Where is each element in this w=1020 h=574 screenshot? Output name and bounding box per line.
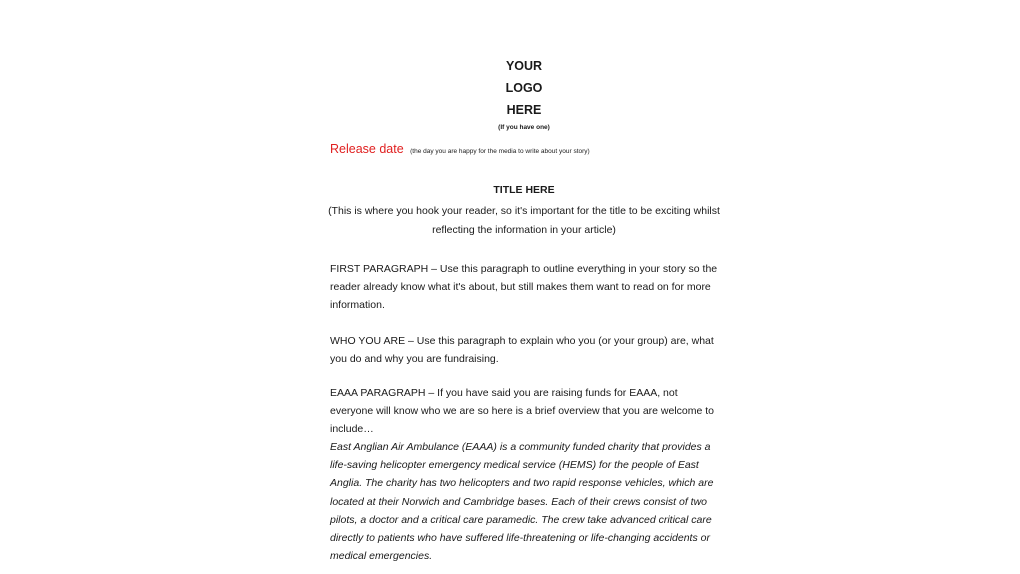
eaaa-boilerplate-paragraph: East Anglian Air Ambulance (EAAA) is a community funded charity that provides a life-saving helicopter emergency medical service (HEMS) for the people of East Anglia. The charity has two helicopters and two rapid response vehicles, which are located at their Norwich and Cambridge bases. Each of their crews consist of two pilots, a doctor and a critical care paramedic. The crew take advanced critical care directly to patients who have suffered life-threatening or life-changing accidents or medical emergencies. — [330, 441, 714, 563]
logo-note: (If you have one) — [498, 124, 550, 131]
logo-line-your: YOUR — [505, 59, 543, 73]
release-date-note: (the day you are happy for the media to write about your story) — [410, 148, 590, 155]
release-date-label: Release date — [330, 142, 404, 156]
title-note: (This is where you hook your reader, so it's important for the title to be exciting whilst reflecting the information in your article) — [328, 205, 720, 236]
logo-placeholder — [424, 55, 624, 121]
logo-line-logo: LOGO — [505, 81, 543, 95]
first-paragraph: FIRST PARAGRAPH – Use this paragraph to outline everything in your story so the reader already know what it's about, but still makes them want to read on for more information. — [330, 263, 718, 312]
title-heading: TITLE HERE — [493, 184, 555, 196]
release-date — [330, 140, 590, 158]
eaaa-paragraph: EAAA PARAGRAPH – If you have said you are raising funds for EAAA, not everyone will know who we are so here is a brief overview that you are welcome to include… — [330, 387, 715, 436]
logo-line-here: HERE — [506, 103, 542, 117]
who-you-are-paragraph: WHO YOU ARE – Use this paragraph to explain who you (or your group) are, what you do and why you are fundraising. — [330, 335, 714, 366]
